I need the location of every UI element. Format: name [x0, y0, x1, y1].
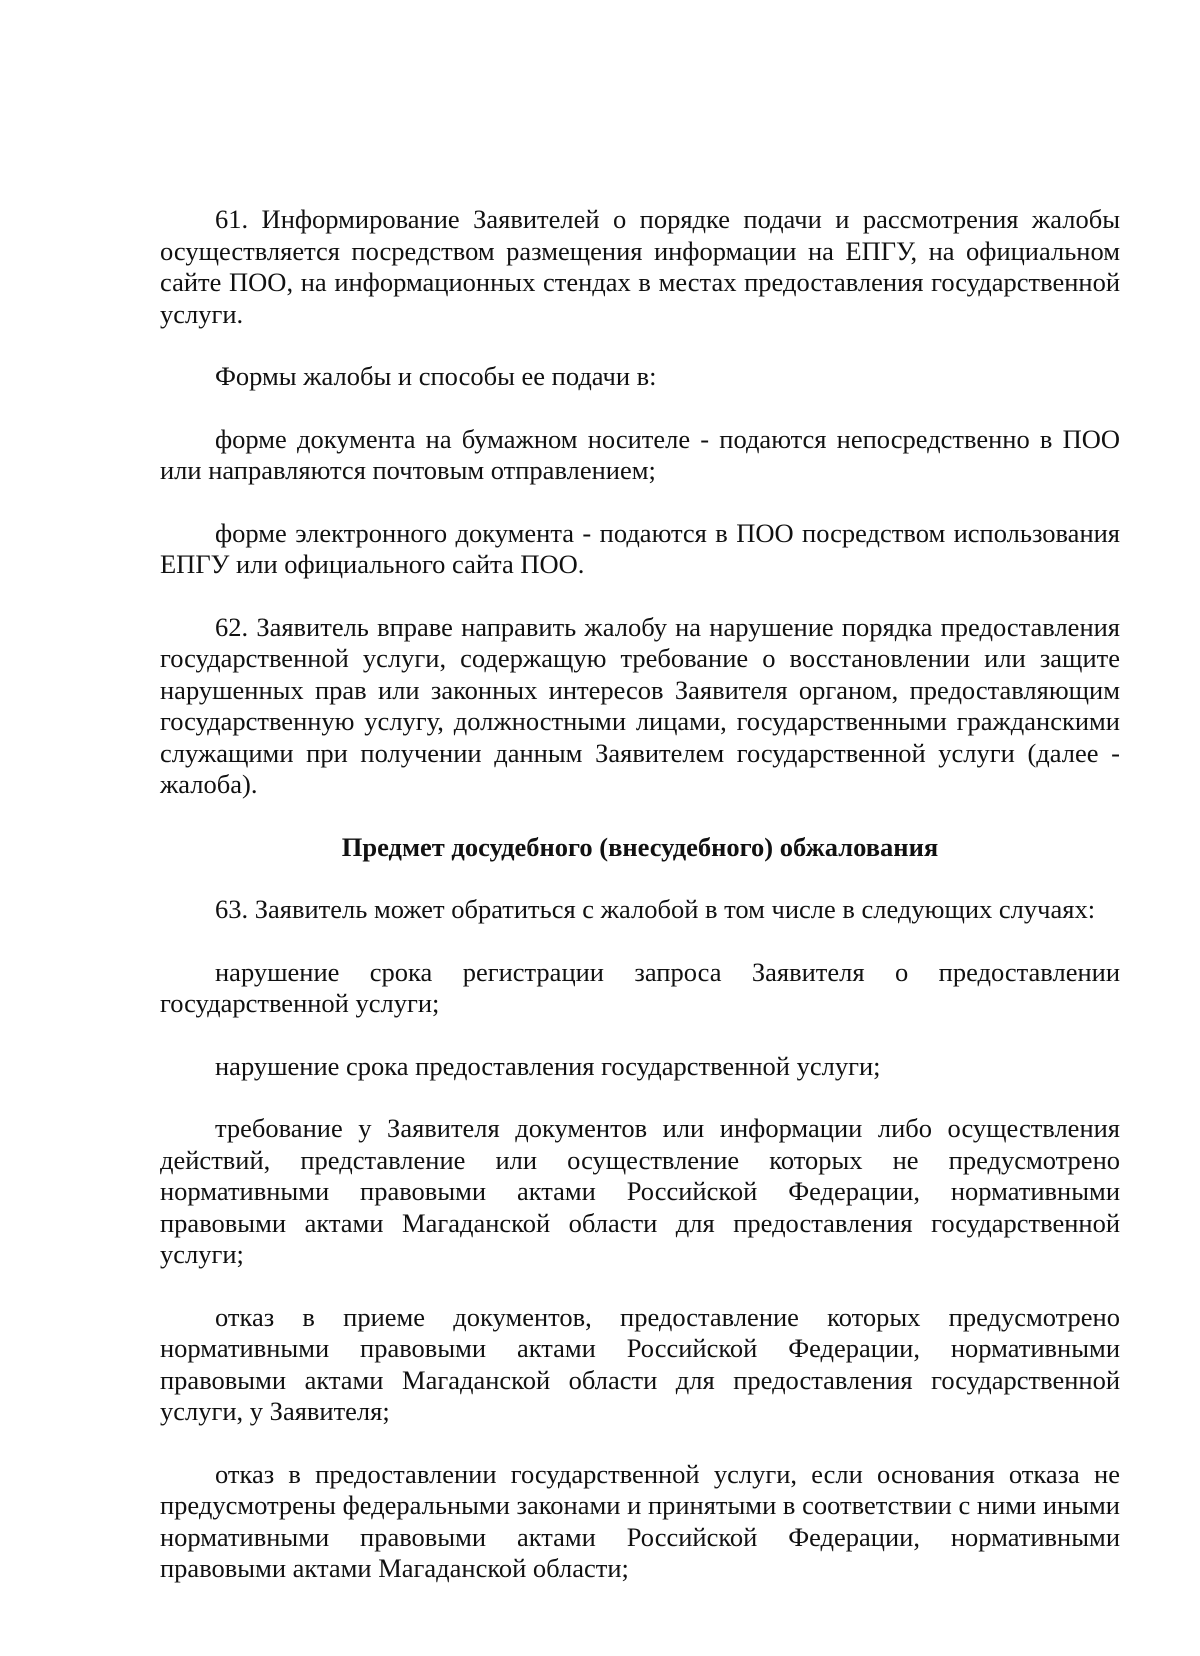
paragraph-63: 63. Заявитель может обратиться с жалобой в том числе в следующих случаях:: [215, 894, 1096, 924]
list-item-service-refusal: отказ в предоставлении государственной услуги, если основания отказа не предусмотрены федеральными законами и принятыми в соответствии с ними иными нормативными правовыми актами Российской Федерации, нормативными правовыми актами Магаданской области;: [160, 1458, 1120, 1583]
document-body: [160, 204, 1120, 1616]
list-item-document-requirement: требование у Заявителя документов или информации либо осуществления действий, представление или осуществление которых не предусмотрено нормативными правовыми актами Российской Федерации, нормативными правовыми актами Магаданской области для предоставления государственной услуги;: [160, 1113, 1120, 1269]
list-item-document-refusal: отказ в приеме документов, предоставление которых предусмотрено нормативными правовыми актами Российской Федерации, нормативными правовыми актами Магаданской области для предоставления государственной услуги, у Заявителя;: [160, 1301, 1120, 1426]
paragraph-62: 62. Заявитель вправе направить жалобу на нарушение порядка предоставления государственной услуги, содержащую требование о восстановлении или защите нарушенных прав или законных интересов Заявителя органом, предоставляющим государственную услугу, должностными лицами, государственными гражданскими служащими при получении данным Заявителем государственной услуги (далее - жалоба).: [160, 611, 1120, 799]
paragraph-61: 61. Информирование Заявителей о порядке подачи и рассмотрения жалобы осуществляется посредством размещения информации на ЕПГУ, на официальном сайте ПОО, на информационных стендах в местах предоставления государственной услуги.: [160, 204, 1120, 329]
list-item-registration-deadline: нарушение срока регистрации запроса Заявителя о предоставлении государственной услуги;: [160, 956, 1120, 1018]
paragraph-paper-form: форме документа на бумажном носителе - подаются непосредственно в ПОО или направляются почтовым отправлением;: [160, 423, 1120, 485]
paragraph-electronic-form: форме электронного документа - подаются в ПОО посредством использования ЕПГУ или официального сайта ПОО.: [160, 517, 1120, 579]
list-item-service-deadline: нарушение срока предоставления государственной услуги;: [215, 1050, 881, 1081]
paragraph-complaint-forms: Формы жалобы и способы ее подачи в:: [215, 361, 657, 391]
section-heading: Предмет досудебного (внесудебного) обжалования: [341, 831, 939, 862]
